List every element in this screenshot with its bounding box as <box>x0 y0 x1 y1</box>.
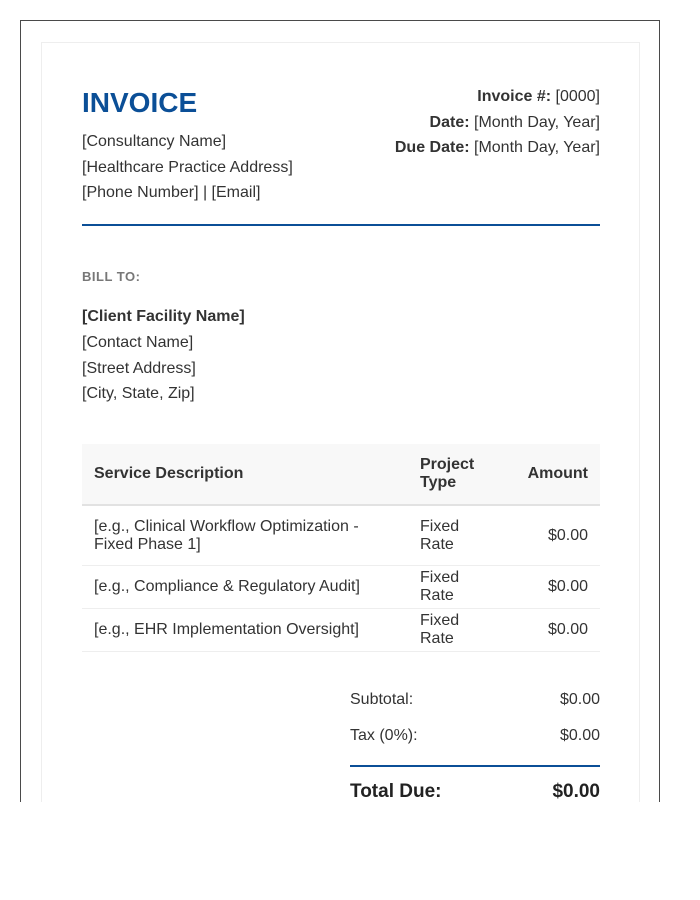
table-header-row <box>82 444 600 505</box>
row-description: [e.g., Clinical Workflow Optimization - Fixed Phase 1] <box>82 505 406 566</box>
bill-to-details <box>82 304 245 407</box>
bill-to-label: BILL TO: <box>82 269 141 284</box>
table-row <box>82 566 600 609</box>
table-row <box>82 505 600 566</box>
tax-value: $0.00 <box>559 727 600 744</box>
due-date-value: [Month Day, Year] <box>474 139 600 156</box>
total-due-label: Total Due: <box>350 781 442 802</box>
invoice-date-row <box>395 110 600 136</box>
row-amount: $0.00 <box>502 505 600 566</box>
services-table <box>82 444 600 652</box>
header-amount: Amount <box>502 444 600 505</box>
row-amount: $0.00 <box>502 609 600 652</box>
tax-row <box>350 727 600 745</box>
practice-address: [Healthcare Practice Address] <box>82 158 293 176</box>
header-service-description: Service Description <box>82 444 406 505</box>
sender-contact: [Phone Number] | [Email] <box>82 184 261 201</box>
tax-label: Tax (0%): <box>350 727 418 744</box>
consultancy-name: [Consultancy Name] <box>82 133 227 150</box>
subtotal-label: Subtotal: <box>350 691 414 708</box>
invoice-number-value: [0000] <box>555 88 600 105</box>
header-divider <box>82 224 600 226</box>
total-due-value: $0.00 <box>552 781 600 802</box>
row-project-type: Fixed Rate <box>406 505 502 566</box>
totals-divider <box>350 765 600 767</box>
total-due-row <box>350 781 600 802</box>
row-project-type: Fixed Rate <box>406 566 502 609</box>
due-date-label: Due Date: <box>394 139 470 156</box>
client-facility-name: [Client Facility Name] <box>82 308 245 325</box>
invoice-number-label: Invoice #: <box>477 88 552 105</box>
invoice-meta <box>395 84 600 161</box>
invoice-number-row <box>395 84 600 110</box>
client-city: [City, State, Zip] <box>82 385 195 403</box>
table-row <box>82 609 600 652</box>
due-date-row <box>395 135 600 161</box>
subtotal-row <box>350 691 600 709</box>
row-description: [e.g., EHR Implementation Oversight] <box>82 609 406 652</box>
row-amount: $0.00 <box>502 566 600 609</box>
client-street: [Street Address] <box>82 359 196 377</box>
header-project-type: Project Type <box>406 444 502 505</box>
invoice-frame <box>20 20 660 802</box>
sender-details <box>82 129 293 206</box>
subtotal-value: $0.00 <box>559 691 600 708</box>
invoice-title: INVOICE <box>82 87 198 118</box>
invoice-date-label: Date: <box>429 113 470 131</box>
client-contact-name: [Contact Name] <box>82 333 194 351</box>
row-description: [e.g., Compliance & Regulatory Audit] <box>82 566 406 609</box>
row-project-type: Fixed Rate <box>406 609 502 652</box>
invoice-date-value: [Month Day, Year] <box>474 113 600 131</box>
